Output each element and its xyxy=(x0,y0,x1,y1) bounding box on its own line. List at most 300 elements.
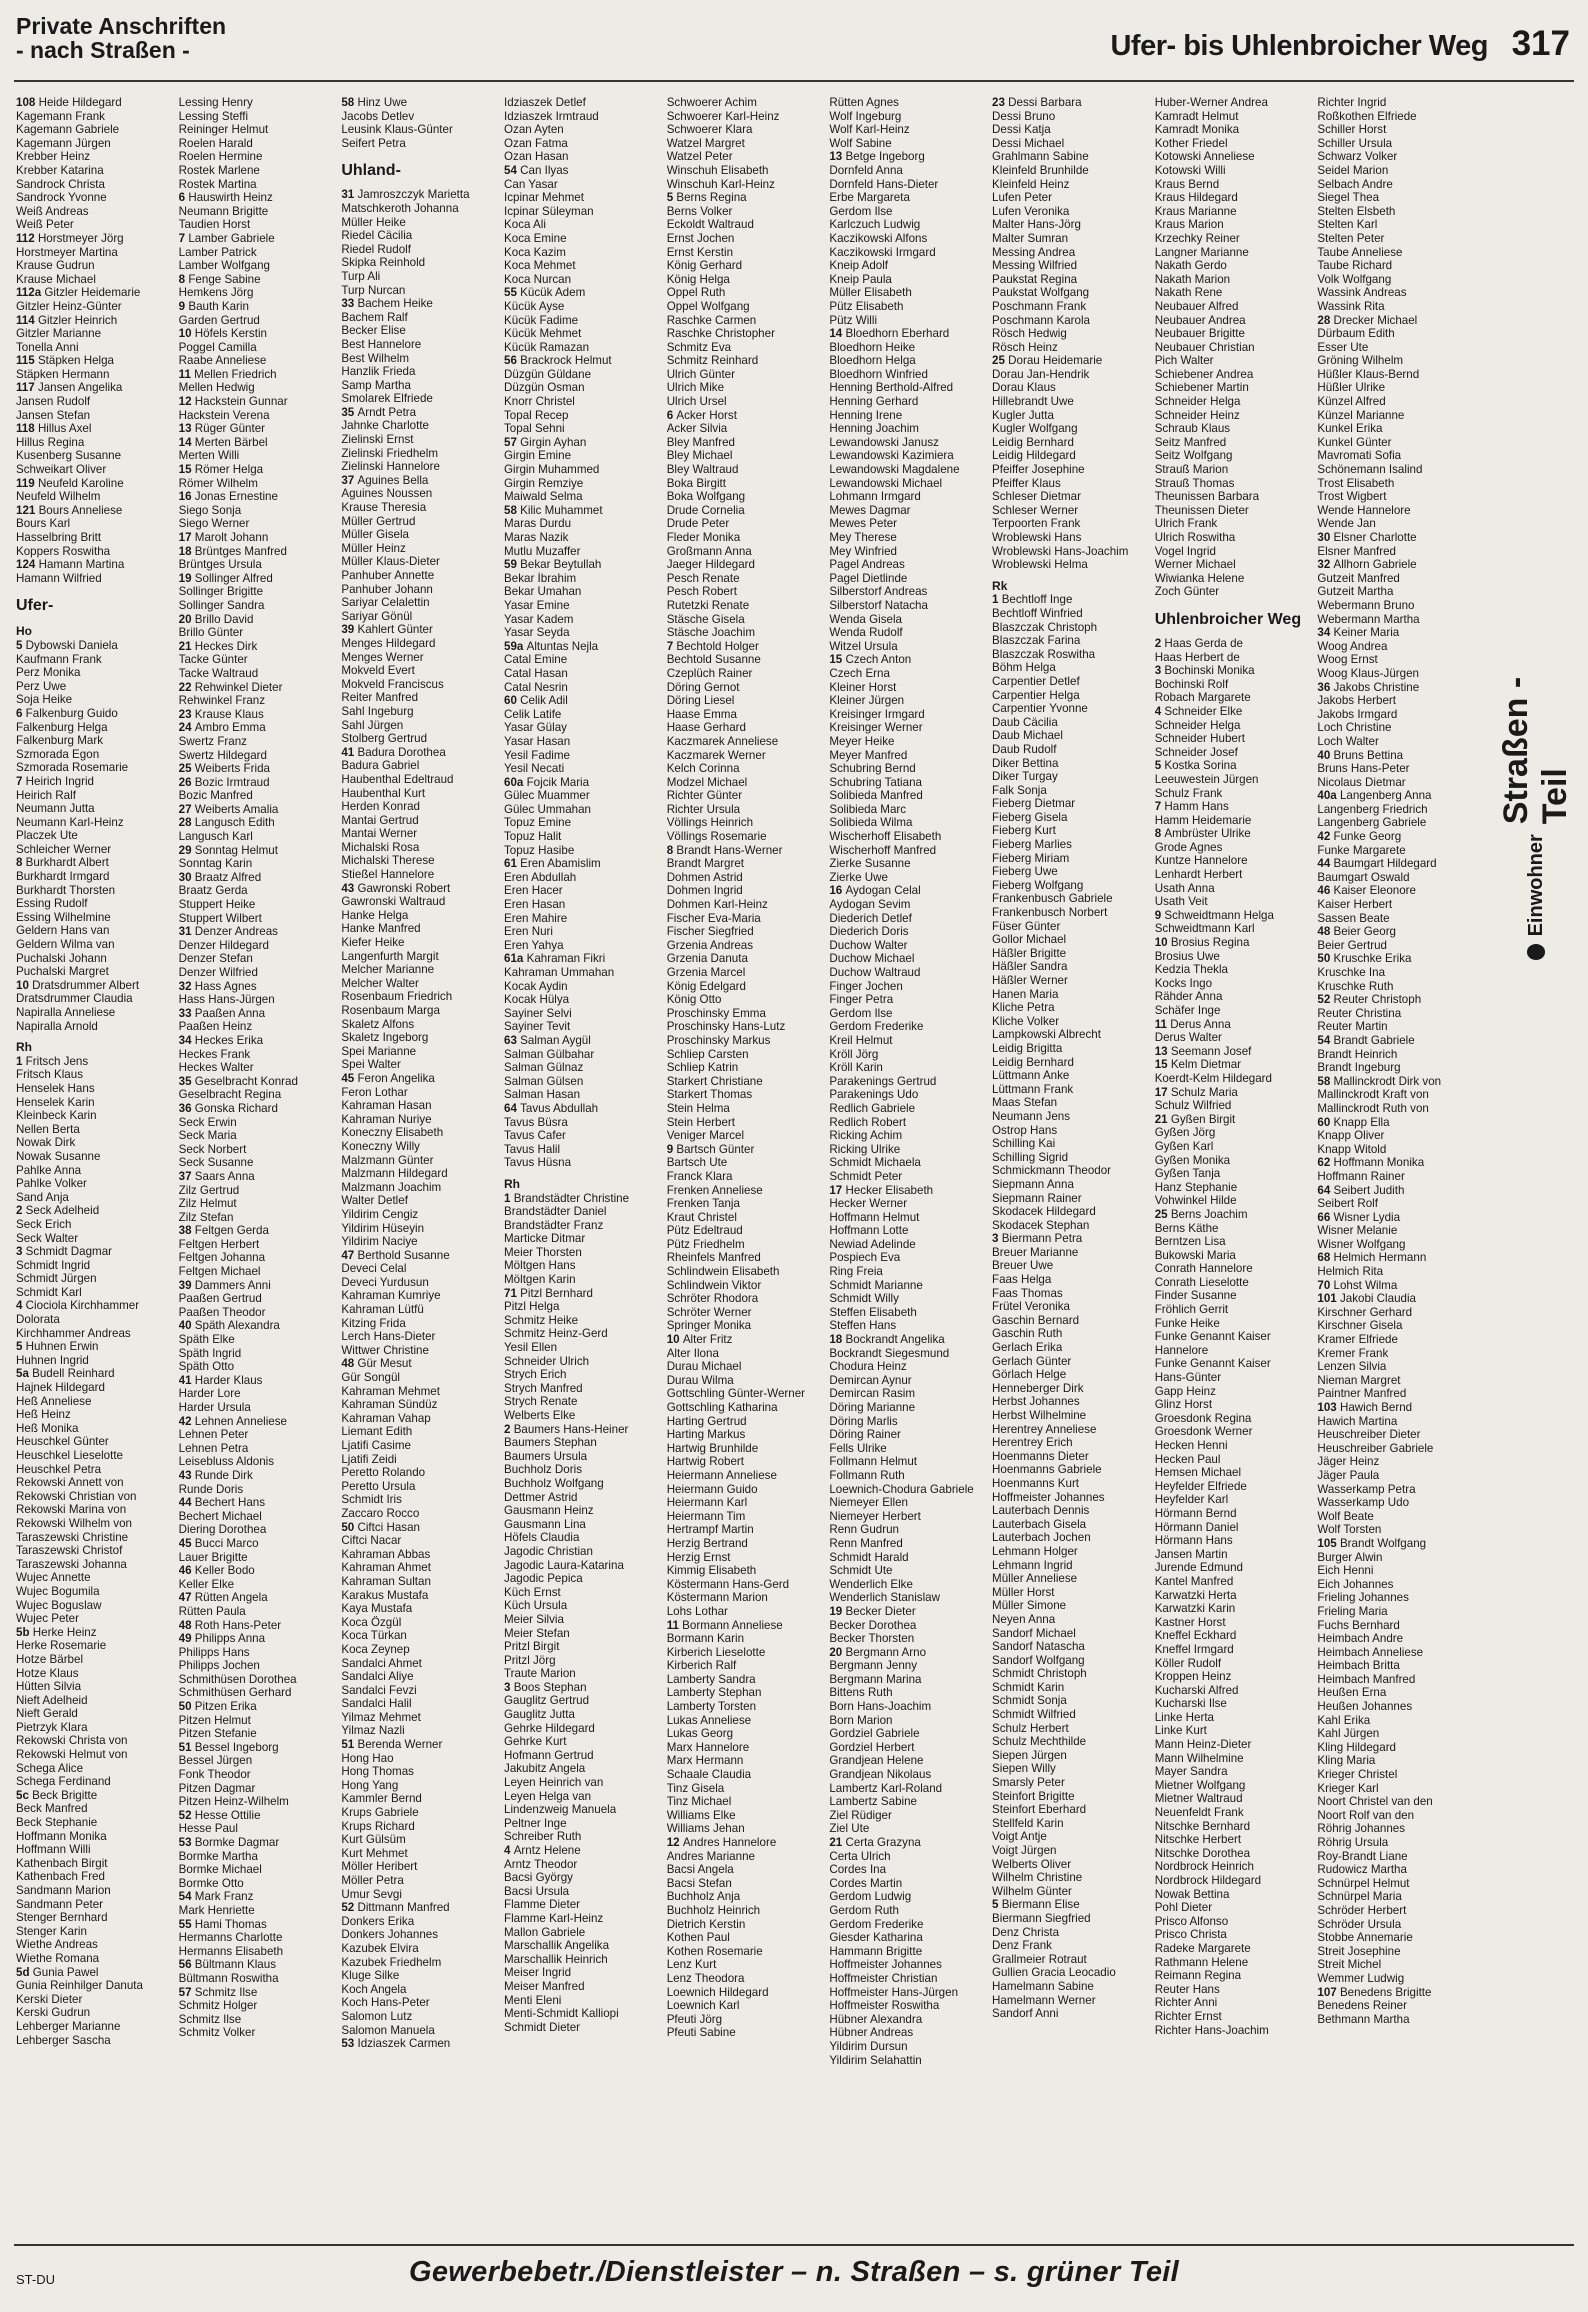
resident-entry xyxy=(179,681,338,695)
resident-entry: Reuter Hans xyxy=(1154,1982,1220,1996)
resident-entry: Szmorada Rosemarie xyxy=(16,761,129,775)
house-number: 26 xyxy=(178,775,195,789)
resident-name: Denzer Andreas xyxy=(194,925,278,939)
resident-entry: Girgin Remziye xyxy=(504,476,584,490)
resident-entry xyxy=(667,1143,826,1157)
resident-entry: Henselek Karin xyxy=(16,1095,95,1109)
resident-entry xyxy=(16,1245,175,1259)
resident-entry: Schubring Bernd xyxy=(829,762,916,776)
resident-entry: Gerlach Günter xyxy=(992,1354,1072,1368)
resident-entry: Kneffel Irmgard xyxy=(1154,1642,1234,1656)
directory-column xyxy=(341,96,500,2244)
resident-entry: Strauß Marion xyxy=(1154,463,1229,477)
resident-entry: Essing Rudolf xyxy=(16,897,88,911)
resident-entry: Schmitz Ilse xyxy=(178,2012,242,2026)
resident-entry: Rütten Paula xyxy=(178,1604,246,1618)
resident-entry: Schlindwein Elisabeth xyxy=(666,1265,780,1279)
resident-entry: Denz Christa xyxy=(992,1925,1060,1939)
resident-entry: Lehmann Ingrid xyxy=(992,1558,1073,1572)
bullet-icon xyxy=(1527,944,1545,960)
resident-name: Bechtold Holger xyxy=(676,639,759,653)
resident-entry: Wujec Peter xyxy=(16,1612,79,1626)
resident-entry: Diker Turgay xyxy=(992,770,1058,784)
resident-entry: Zierke Susanne xyxy=(829,857,911,871)
resident-name: Girgin Ayhan xyxy=(520,435,587,449)
resident-entry: Haase Gerhard xyxy=(666,721,746,735)
resident-entry: Funke Heike xyxy=(1154,1316,1220,1330)
resident-entry: Stenger Bernhard xyxy=(16,1911,108,1925)
resident-entry: Pritzl Jörg xyxy=(504,1653,556,1667)
resident-entry: Reuter Christina xyxy=(1317,1006,1402,1020)
resident-name: Weiberts Frida xyxy=(194,762,270,776)
resident-entry: Lukas Anneliese xyxy=(666,1713,752,1727)
resident-entry: Webermann Bruno xyxy=(1317,598,1415,612)
resident-entry: Buchholz Wolfgang xyxy=(504,1476,604,1490)
resident-entry: Roelen Harald xyxy=(178,136,253,150)
resident-entry: Derus Walter xyxy=(1154,1031,1222,1045)
resident-entry: Redlich Robert xyxy=(829,1115,907,1129)
house-number: 22 xyxy=(178,680,195,694)
resident-entry: Kücük Ayse xyxy=(504,299,565,313)
resident-entry: Döring Gernot xyxy=(666,680,740,694)
resident-entry: Follmann Ruth xyxy=(829,1468,905,1482)
resident-entry: Denzer Wilfried xyxy=(178,966,258,979)
resident-entry: Bukowski Maria xyxy=(1154,1248,1236,1262)
resident-entry: Neumann Jens xyxy=(992,1109,1071,1123)
resident-entry: Döring Rainer xyxy=(829,1428,901,1442)
resident-entry xyxy=(504,354,663,368)
resident-entry: Hoffmann Rainer xyxy=(1317,1169,1405,1183)
resident-entry: Nakath Gerdo xyxy=(1154,259,1227,273)
resident-name: Fritsch Jens xyxy=(25,1054,89,1068)
resident-entry xyxy=(1317,1279,1476,1293)
resident-entry: Höfels Claudia xyxy=(504,1531,580,1545)
resident-entry: Malter Sumran xyxy=(992,231,1069,245)
resident-entry: Richter Ursula xyxy=(666,802,741,816)
resident-entry: Frütel Veronika xyxy=(992,1300,1071,1314)
resident-name: Berns Regina xyxy=(676,191,747,205)
resident-entry: Czech Erna xyxy=(829,666,890,680)
resident-name: Bekar Beytullah xyxy=(520,558,602,572)
resident-entry: Nowak Dirk xyxy=(16,1136,76,1150)
resident-name: Reuter Christoph xyxy=(1333,993,1422,1007)
resident-name: Helmich Hermann xyxy=(1333,1251,1427,1265)
resident-entry: Bacsi Stefan xyxy=(666,1876,732,1890)
resident-entry: Heß Heinz xyxy=(16,1408,71,1422)
resident-entry: Starkert Christiane xyxy=(666,1074,763,1088)
resident-entry: Kagemann Gabriele xyxy=(16,123,120,137)
resident-entry: Langenberg Gabriele xyxy=(1317,816,1427,830)
resident-entry: Skodacek Stephan xyxy=(992,1218,1090,1232)
house-number: 23 xyxy=(178,707,195,721)
resident-entry: Ulrich Ursel xyxy=(666,395,727,409)
resident-entry: Grzenia Marcel xyxy=(666,966,746,979)
resident-entry: Sandorf Anni xyxy=(992,2007,1059,2021)
resident-entry: Jurende Edmund xyxy=(1154,1561,1244,1575)
resident-entry: Schilling Sigrid xyxy=(992,1150,1069,1164)
resident-entry: Herden Konrad xyxy=(341,800,420,814)
resident-name: Bergmann Arno xyxy=(845,1645,927,1659)
resident-entry: Raschke Carmen xyxy=(666,313,757,327)
resident-entry: Marx Hannelore xyxy=(666,1740,750,1754)
resident-entry: Bormann Karin xyxy=(666,1632,745,1646)
resident-entry: Kahraman Lütfü xyxy=(341,1303,424,1317)
house-number: 48 xyxy=(178,1618,195,1632)
house-number: 10 xyxy=(1154,936,1171,950)
resident-entry: Fieberg Kurt xyxy=(992,824,1056,838)
resident-entry: Meier Thorsten xyxy=(504,1245,582,1259)
section-tab xyxy=(1497,640,1574,960)
resident-entry: Henneberger Dirk xyxy=(992,1381,1084,1395)
resident-entry: Leeuwestein Jürgen xyxy=(1154,772,1259,786)
resident-entry: Herentrey Anneliese xyxy=(992,1422,1097,1436)
district-code: Rh xyxy=(504,1176,521,1191)
resident-entry: Heuschreiber Dieter xyxy=(1317,1428,1421,1442)
resident-name: Marolt Johann xyxy=(194,531,269,544)
resident-entry: Bültmann Roswitha xyxy=(178,1971,279,1985)
house-number: 57 xyxy=(178,1985,195,1999)
resident-entry: Kreil Helmut xyxy=(829,1033,893,1047)
resident-entry: Perz Uwe xyxy=(16,679,67,693)
resident-entry: Eren Nuri xyxy=(504,925,553,939)
resident-entry: Lewandowski Kazimiera xyxy=(829,449,954,463)
resident-entry: Düzgün Güldane xyxy=(504,367,592,381)
resident-entry: Gutzeit Manfred xyxy=(1317,571,1400,585)
resident-entry: Noort Rolf van den xyxy=(1317,1808,1415,1822)
resident-entry: Krause Michael xyxy=(16,272,96,286)
resident-entry: Kreisinger Werner xyxy=(829,721,923,735)
resident-entry: Kraus Bernd xyxy=(1154,177,1220,191)
resident-entry: Hanzlik Frieda xyxy=(341,365,416,379)
resident-entry: Gyßen Karl xyxy=(1154,1139,1214,1153)
resident-entry: Messing Andrea xyxy=(992,245,1076,259)
house-number: 43 xyxy=(178,1468,195,1482)
resident-name: Becker Dieter xyxy=(845,1604,916,1618)
resident-entry: Erbe Margareta xyxy=(829,191,910,205)
resident-entry xyxy=(504,504,663,518)
resident-entry: Kleinfeld Brunhilde xyxy=(992,163,1089,177)
resident-entry: Kantel Manfred xyxy=(1154,1574,1234,1588)
house-number: 48 xyxy=(341,1357,358,1371)
house-number: 28 xyxy=(1317,313,1334,327)
resident-entry: Rekowski Marina von xyxy=(16,1503,127,1517)
resident-entry: Gerdom Ilse xyxy=(829,204,893,218)
resident-entry: Reimann Regina xyxy=(1154,1969,1242,1983)
resident-name: Elsner Charlotte xyxy=(1333,531,1417,544)
resident-entry: Schraub Klaus xyxy=(1154,422,1231,436)
resident-name: Burkhardt Albert xyxy=(25,856,109,870)
resident-entry: Sandmann Peter xyxy=(16,1897,104,1911)
resident-entry: Lufen Veronika xyxy=(992,204,1070,218)
resident-entry: Bormke Martha xyxy=(178,1849,258,1863)
resident-entry: Modzel Michael xyxy=(666,775,748,789)
resident-entry: Schmidt Karin xyxy=(992,1680,1065,1694)
resident-entry: Wischerhoff Manfred xyxy=(829,843,937,857)
resident-entry: Wilhelm Günter xyxy=(992,1884,1072,1898)
resident-name: Schneider Elke xyxy=(1164,704,1243,718)
resident-entry: Seck Erich xyxy=(16,1217,72,1231)
resident-entry: Bloedhorn Winfried xyxy=(829,367,928,381)
house-number: 1 xyxy=(504,1191,514,1205)
resident-entry: Nitschke Dorothea xyxy=(1154,1846,1251,1860)
resident-entry: Weiß Andreas xyxy=(16,204,89,218)
resident-entry: Hanen Maria xyxy=(992,987,1059,1001)
house-number: 36 xyxy=(1317,680,1334,694)
resident-entry: Mietner Waltraud xyxy=(1154,1792,1243,1806)
house-number: 38 xyxy=(178,1224,195,1238)
resident-entry: Lüttmann Anke xyxy=(992,1069,1070,1083)
house-number: 33 xyxy=(178,1006,195,1020)
resident-entry: Hertrampf Martin xyxy=(666,1523,754,1537)
resident-entry: Hillebrandt Uwe xyxy=(992,395,1074,409)
resident-entry: Diederich Detlef xyxy=(829,911,912,925)
resident-entry: Dohmen Astrid xyxy=(666,870,743,884)
resident-entry: Loewnich Hildegard xyxy=(666,1985,769,1999)
house-number: 1 xyxy=(16,1054,26,1068)
directory-column xyxy=(179,96,338,2244)
resident-entry: Döring Marianne xyxy=(829,1401,916,1414)
resident-entry: Aguines Noussen xyxy=(341,487,433,501)
resident-entry: Schreiber Ruth xyxy=(504,1830,582,1844)
resident-entry xyxy=(179,1007,338,1021)
resident-name: Mallinckrodt Dirk von xyxy=(1333,1074,1442,1088)
resident-entry: Mewes Peter xyxy=(829,517,898,531)
resident-entry: Sandrock Christa xyxy=(16,177,105,191)
resident-name: Kilic Muhammet xyxy=(520,503,603,517)
resident-entry: Bloedhorn Heike xyxy=(829,340,916,354)
resident-entry: Meiser Ingrid xyxy=(504,1966,572,1980)
resident-entry: Hotze Klaus xyxy=(16,1666,79,1680)
resident-entry: Henselek Hans xyxy=(16,1081,95,1095)
resident-entry: Liemant Edith xyxy=(341,1425,413,1439)
street-heading: Uhlenbroicher Weg xyxy=(1154,610,1302,628)
resident-entry: Topuz Emine xyxy=(504,816,572,830)
resident-entry: Jansen Martin xyxy=(1154,1547,1228,1561)
resident-entry xyxy=(16,1367,175,1381)
resident-entry xyxy=(16,558,175,572)
house-number: 121 xyxy=(16,503,39,517)
resident-entry: Marticke Ditmar xyxy=(504,1232,586,1246)
resident-entry: Kothen Rosemarie xyxy=(666,1944,763,1958)
resident-name: Mellen Friedrich xyxy=(194,367,277,381)
resident-entry xyxy=(667,1333,826,1347)
resident-entry: Yildirim Dursun xyxy=(829,2039,908,2053)
resident-entry: Carpentier Helga xyxy=(992,688,1080,702)
resident-name: Bruns Bettina xyxy=(1333,748,1404,762)
resident-entry: Schmithüsen Gerhard xyxy=(178,1686,292,1700)
house-number: 10 xyxy=(16,978,33,992)
resident-entry: Seck Walter xyxy=(16,1231,79,1245)
resident-entry: Tacke Waltraud xyxy=(178,666,259,680)
resident-entry: Koca Özgül xyxy=(341,1615,402,1629)
resident-entry: Koca Nurcan xyxy=(504,272,572,286)
house-number: 50 xyxy=(341,1520,358,1534)
resident-entry: Herbst Johannes xyxy=(992,1395,1080,1409)
resident-entry: Gordziel Gabriele xyxy=(829,1727,920,1741)
resident-entry: Sollinger Brigitte xyxy=(178,585,264,599)
house-number: 40a xyxy=(1317,789,1340,803)
resident-entry: Müller Heinz xyxy=(341,541,406,555)
resident-entry: Baumgart Oswald xyxy=(1317,870,1410,884)
resident-entry: Kother Friedel xyxy=(1154,136,1228,150)
resident-entry: Benedens Reiner xyxy=(1317,1999,1407,2013)
resident-entry: Nieft Gerald xyxy=(16,1707,78,1721)
house-number: 47 xyxy=(341,1248,358,1262)
resident-entry: Dohmen Ingrid xyxy=(666,884,743,898)
resident-entry: Heiermann Guido xyxy=(666,1482,758,1496)
resident-entry: Hartwig Brunhilde xyxy=(666,1441,759,1455)
resident-entry: Napiralla Arnold xyxy=(16,1019,98,1033)
resident-entry: Jansen Rudolf xyxy=(16,395,91,409)
resident-name: Kahraman Fikri xyxy=(526,952,606,966)
resident-name: Hecker Elisabeth xyxy=(845,1183,934,1197)
resident-entry: Funke Genannt Kaiser xyxy=(1154,1330,1271,1344)
resident-entry: Lewandowski Janusz xyxy=(829,435,939,449)
resident-entry: Kurt Mehmet xyxy=(341,1846,408,1860)
resident-entry: Wiethe Andreas xyxy=(16,1938,98,1952)
resident-name: Seibert Judith xyxy=(1333,1183,1405,1197)
resident-entry: Essing Wilhelmine xyxy=(16,910,111,924)
resident-entry: Düzgün Osman xyxy=(504,381,585,395)
house-number: 21 xyxy=(1154,1112,1171,1126)
house-number: 114 xyxy=(16,313,38,327)
resident-entry: Geldern Wilma van xyxy=(16,938,115,952)
resident-entry: Peretto Rolando xyxy=(341,1466,426,1480)
resident-entry: Röhrig Ursula xyxy=(1317,1836,1389,1849)
resident-entry: Neumann Jutta xyxy=(16,802,95,816)
house-number: 11 xyxy=(666,1618,683,1632)
resident-entry: Kroppen Heinz xyxy=(1154,1670,1232,1684)
resident-name: Braatz Alfred xyxy=(194,870,262,884)
resident-entry: Pagel Andreas xyxy=(829,558,905,572)
resident-entry: Späth Elke xyxy=(178,1333,235,1347)
house-number: 39 xyxy=(178,1278,195,1292)
resident-entry: Duchow Walter xyxy=(829,938,908,952)
house-number: 103 xyxy=(1317,1401,1340,1414)
resident-entry: Ulrich Günter xyxy=(666,367,735,381)
resident-entry: Aydogan Sevim xyxy=(829,898,911,912)
resident-entry: Fritsch Klaus xyxy=(16,1068,84,1082)
resident-entry: Maas Stefan xyxy=(992,1096,1058,1110)
resident-entry: Tinz Michael xyxy=(666,1795,732,1809)
resident-entry: Williams Elke xyxy=(666,1808,736,1822)
house-number: 54 xyxy=(504,163,521,177)
resident-entry: Langner Marianne xyxy=(1154,245,1249,259)
resident-entry xyxy=(341,1249,500,1263)
house-number: 45 xyxy=(178,1536,195,1550)
resident-entry: Paaßen Theodor xyxy=(178,1305,266,1319)
resident-entry: Ozan Hasan xyxy=(504,150,569,164)
resident-entry xyxy=(16,1055,175,1069)
resident-entry: Ulrich Roswitha xyxy=(1154,531,1236,544)
house-number: 32 xyxy=(1317,558,1334,572)
resident-name: Horstmeyer Jörg xyxy=(37,231,124,245)
resident-entry: Küch Ursula xyxy=(504,1599,568,1613)
resident-entry: Tacke Günter xyxy=(178,653,248,667)
resident-entry: Hackstein Verena xyxy=(178,408,270,422)
resident-entry: Seck Erwin xyxy=(178,1115,237,1129)
resident-entry: Weiß Peter xyxy=(16,218,74,232)
resident-entry: Kirberich Ralf xyxy=(666,1659,737,1673)
resident-entry: Lehmann Holger xyxy=(992,1544,1078,1558)
resident-entry: Cordes Martin xyxy=(829,1876,903,1890)
resident-name: Bessel Ingeborg xyxy=(194,1740,279,1754)
resident-name: Arntz Helene xyxy=(513,1844,581,1857)
resident-entry: Bockrandt Siegesmund xyxy=(829,1346,950,1360)
resident-entry: Kamradt Monika xyxy=(1154,123,1240,137)
resident-entry: Fieberg Miriam xyxy=(992,851,1070,865)
resident-entry xyxy=(829,1646,988,1660)
resident-entry: Sandalci Ahmet xyxy=(341,1656,422,1670)
resident-entry: Gröning Wilhelm xyxy=(1317,354,1404,368)
resident-entry xyxy=(179,273,338,287)
resident-entry: Herbst Wilhelmine xyxy=(992,1409,1087,1422)
resident-entry: Koch Hans-Peter xyxy=(341,1996,430,2010)
resident-entry: Yesil Fadime xyxy=(504,748,570,762)
resident-entry: Bechtold Susanne xyxy=(666,653,761,667)
resident-entry xyxy=(179,1537,338,1551)
resident-entry: Kammler Bernd xyxy=(341,1792,422,1806)
resident-entry: Gerdom Ludwig xyxy=(829,1890,912,1904)
resident-entry: Schweidtmann Karl xyxy=(1154,922,1255,936)
resident-name: Kruschke Erika xyxy=(1333,952,1412,966)
resident-entry: Schulz Frank xyxy=(1154,786,1223,800)
resident-entry: Elsner Manfred xyxy=(1317,544,1396,558)
resident-entry: Woog Klaus-Jürgen xyxy=(1317,666,1419,680)
resident-entry: Neuenfeldt Frank xyxy=(1154,1806,1244,1820)
resident-entry: Sonntag Karin xyxy=(178,857,253,871)
house-number: 46 xyxy=(178,1564,195,1578)
house-number: 6 xyxy=(178,191,189,205)
resident-entry: Badura Gabriel xyxy=(341,759,420,773)
resident-name: Certa Grazyna xyxy=(845,1836,921,1849)
resident-entry: Pahlke Anna xyxy=(16,1163,82,1177)
resident-name: Hinz Uwe xyxy=(357,96,408,109)
resident-entry: Künzel Alfred xyxy=(1317,395,1386,409)
resident-entry: Salman Gülsen xyxy=(504,1074,584,1088)
resident-entry: Deveci Celal xyxy=(341,1262,407,1276)
resident-name: Hamann Martina xyxy=(38,558,125,572)
resident-entry: Silberstorf Natacha xyxy=(829,598,928,612)
house-number: 12 xyxy=(178,395,195,409)
resident-entry: Mokveld Franciscus xyxy=(341,677,444,691)
resident-entry: Sahl Jürgen xyxy=(341,718,404,732)
resident-entry: Tavus Halil xyxy=(504,1142,561,1156)
resident-entry xyxy=(1155,800,1314,814)
resident-entry: Starkert Thomas xyxy=(666,1088,753,1102)
resident-entry: Rosenbaum Marga xyxy=(341,1004,440,1017)
resident-entry: Watzel Peter xyxy=(666,150,733,164)
resident-entry: Turp Ali xyxy=(341,269,381,283)
resident-entry: Siego Werner xyxy=(178,517,250,531)
resident-entry: Mallinckrodt Ruth von xyxy=(1317,1101,1429,1115)
resident-entry: Dessi Michael xyxy=(992,136,1065,150)
resident-entry: Schneider Hubert xyxy=(1154,732,1245,746)
resident-entry xyxy=(16,354,175,368)
resident-entry: Lukas Georg xyxy=(666,1727,734,1741)
resident-entry: Kahraman Kumriye xyxy=(341,1289,441,1303)
house-number: 7 xyxy=(666,639,677,653)
resident-entry: Müller Elisabeth xyxy=(829,286,912,300)
resident-entry: Grzenia Andreas xyxy=(666,938,754,952)
resident-entry: Kahraman Ahmet xyxy=(341,1561,431,1575)
resident-entry: Newiad Adelinde xyxy=(829,1237,916,1251)
resident-entry: Kleiner Horst xyxy=(829,680,897,694)
resident-entry: Kaiser Herbert xyxy=(1317,898,1393,912)
resident-entry: Wolf Karl-Heinz xyxy=(829,123,910,137)
resident-entry: Dorau Klaus xyxy=(992,381,1056,395)
resident-entry: Bergmann Marina xyxy=(829,1672,922,1686)
